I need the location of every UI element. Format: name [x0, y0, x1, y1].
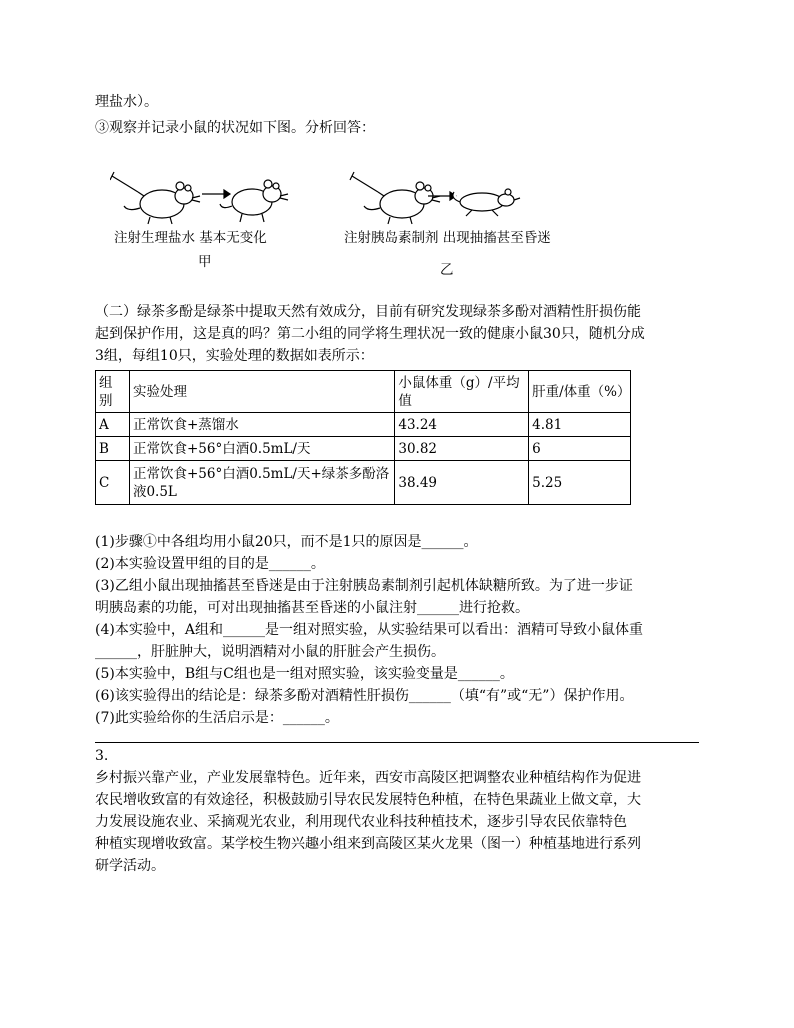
- mouse-icon-right-2: [453, 189, 520, 216]
- section2-line-3: 3组，每组10只，实验处理的数据如表所示：: [95, 348, 374, 364]
- mouse-icon-left-2: [220, 180, 288, 222]
- problem-3-line-3: 力发展设施农业、采摘观光农业，利用现代农业科技种植技术，逐步引导农民依靠特色: [95, 814, 627, 830]
- mouse-experiment-figure: [110, 162, 630, 282]
- problem-3-line-2: 农民增收致富的有效途径，积极鼓励引导农民发展特色种植，在特色果蔬业上做文章，大: [95, 792, 641, 808]
- section2-line-2: 起到保护作用，这是真的吗？第二小组的同学将生理状况一致的健康小鼠30只，随机分成: [95, 326, 645, 342]
- arrow-icon-left: [202, 190, 230, 198]
- cell-group: A: [96, 413, 130, 437]
- question-5: (5)本实验中，B组与C组也是一组对照实验，该实验变量是______。: [95, 666, 514, 682]
- table-row: [96, 437, 631, 461]
- cell-group: C: [96, 461, 130, 505]
- problem-3-line-4: 种植实现增收致富。某学校生物兴趣小组来到高陵区某火龙果（图一）种植基地进行系列: [95, 836, 641, 852]
- intro-line-1: 理盐水）。: [95, 94, 158, 110]
- mouse-icon-right-1: [364, 182, 440, 224]
- table-row: [96, 413, 631, 437]
- question-4-line-1: (4)本实验中，A组和______是一组对照实验，从实验结果可以看出：酒精可导致小鼠体重: [95, 622, 643, 638]
- table-row: [96, 461, 631, 505]
- section2-line-1: （二）绿茶多酚是绿茶中提取天然有效成分，目前有研究发现绿茶多酚对酒精性肝损伤能: [95, 304, 641, 320]
- section-divider: [95, 742, 699, 743]
- experiment-table: [95, 370, 631, 505]
- problem-3-line-5: 研学活动。: [95, 858, 165, 874]
- problem-3-number: 3.: [95, 748, 109, 764]
- cell-liver-ratio: 6: [529, 437, 631, 461]
- syringe-icon-left: [110, 172, 144, 196]
- cell-treatment: 正常饮食+56°白酒0.5mL/天+绿茶多酚洛液0.5L: [129, 461, 394, 505]
- cell-treatment: 正常饮食+56°白酒0.5mL/天: [129, 437, 394, 461]
- question-1: (1)步骤①中各组均用小鼠20只，而不是1只的原因是______。: [95, 534, 478, 550]
- table-header-row: [96, 371, 631, 413]
- cell-weight: 38.49: [395, 461, 529, 505]
- cell-weight: 43.24: [395, 413, 529, 437]
- left-caption: 注射生理盐水 基本无变化: [114, 230, 267, 246]
- right-caption: 注射胰岛素制剂 出现抽搐甚至昏迷: [344, 230, 551, 246]
- left-label: 甲: [198, 254, 212, 270]
- header-group: 组别: [96, 371, 130, 413]
- question-2: (2)本实验设置甲组的目的是______。: [95, 556, 325, 572]
- question-4-line-2: ______，肝脏肿大，说明酒精对小鼠的肝脏会产生损伤。: [95, 644, 445, 660]
- header-treatment: 实验处理: [129, 371, 394, 413]
- header-liver-ratio: 肝重/体重（%）: [529, 371, 631, 413]
- question-7: (7)此实验给你的生活启示是：______。: [95, 710, 339, 726]
- cell-group: B: [96, 437, 130, 461]
- cell-liver-ratio: 5.25: [529, 461, 631, 505]
- question-3-line-2: 明胰岛素的功能，可对出现抽搐甚至昏迷的小鼠注射______进行抢救。: [95, 600, 529, 616]
- question-3-line-1: (3)乙组小鼠出现抽搐甚至昏迷是由于注射胰岛素制剂引起机体缺糖所致。为了进一步证: [95, 578, 633, 594]
- problem-3-line-1: 乡村振兴靠产业，产业发展靠特色。近年来，西安市高陵区把调整农业种植结构作为促进: [95, 770, 641, 786]
- intro-line-2: ③观察并记录小鼠的状况如下图。分析回答：: [95, 120, 375, 136]
- mouse-icon-left-1: [124, 182, 200, 224]
- right-label: 乙: [440, 262, 454, 278]
- cell-treatment: 正常饮食+蒸馏水: [129, 413, 394, 437]
- header-weight: 小鼠体重（g）/平均值: [395, 371, 529, 413]
- cell-liver-ratio: 4.81: [529, 413, 631, 437]
- syringe-icon-right: [350, 172, 384, 196]
- question-6: (6)该实验得出的结论是：绿茶多酚对酒精性肝损伤______（填“有”或“无”）保护作用。: [95, 688, 634, 704]
- cell-weight: 30.82: [395, 437, 529, 461]
